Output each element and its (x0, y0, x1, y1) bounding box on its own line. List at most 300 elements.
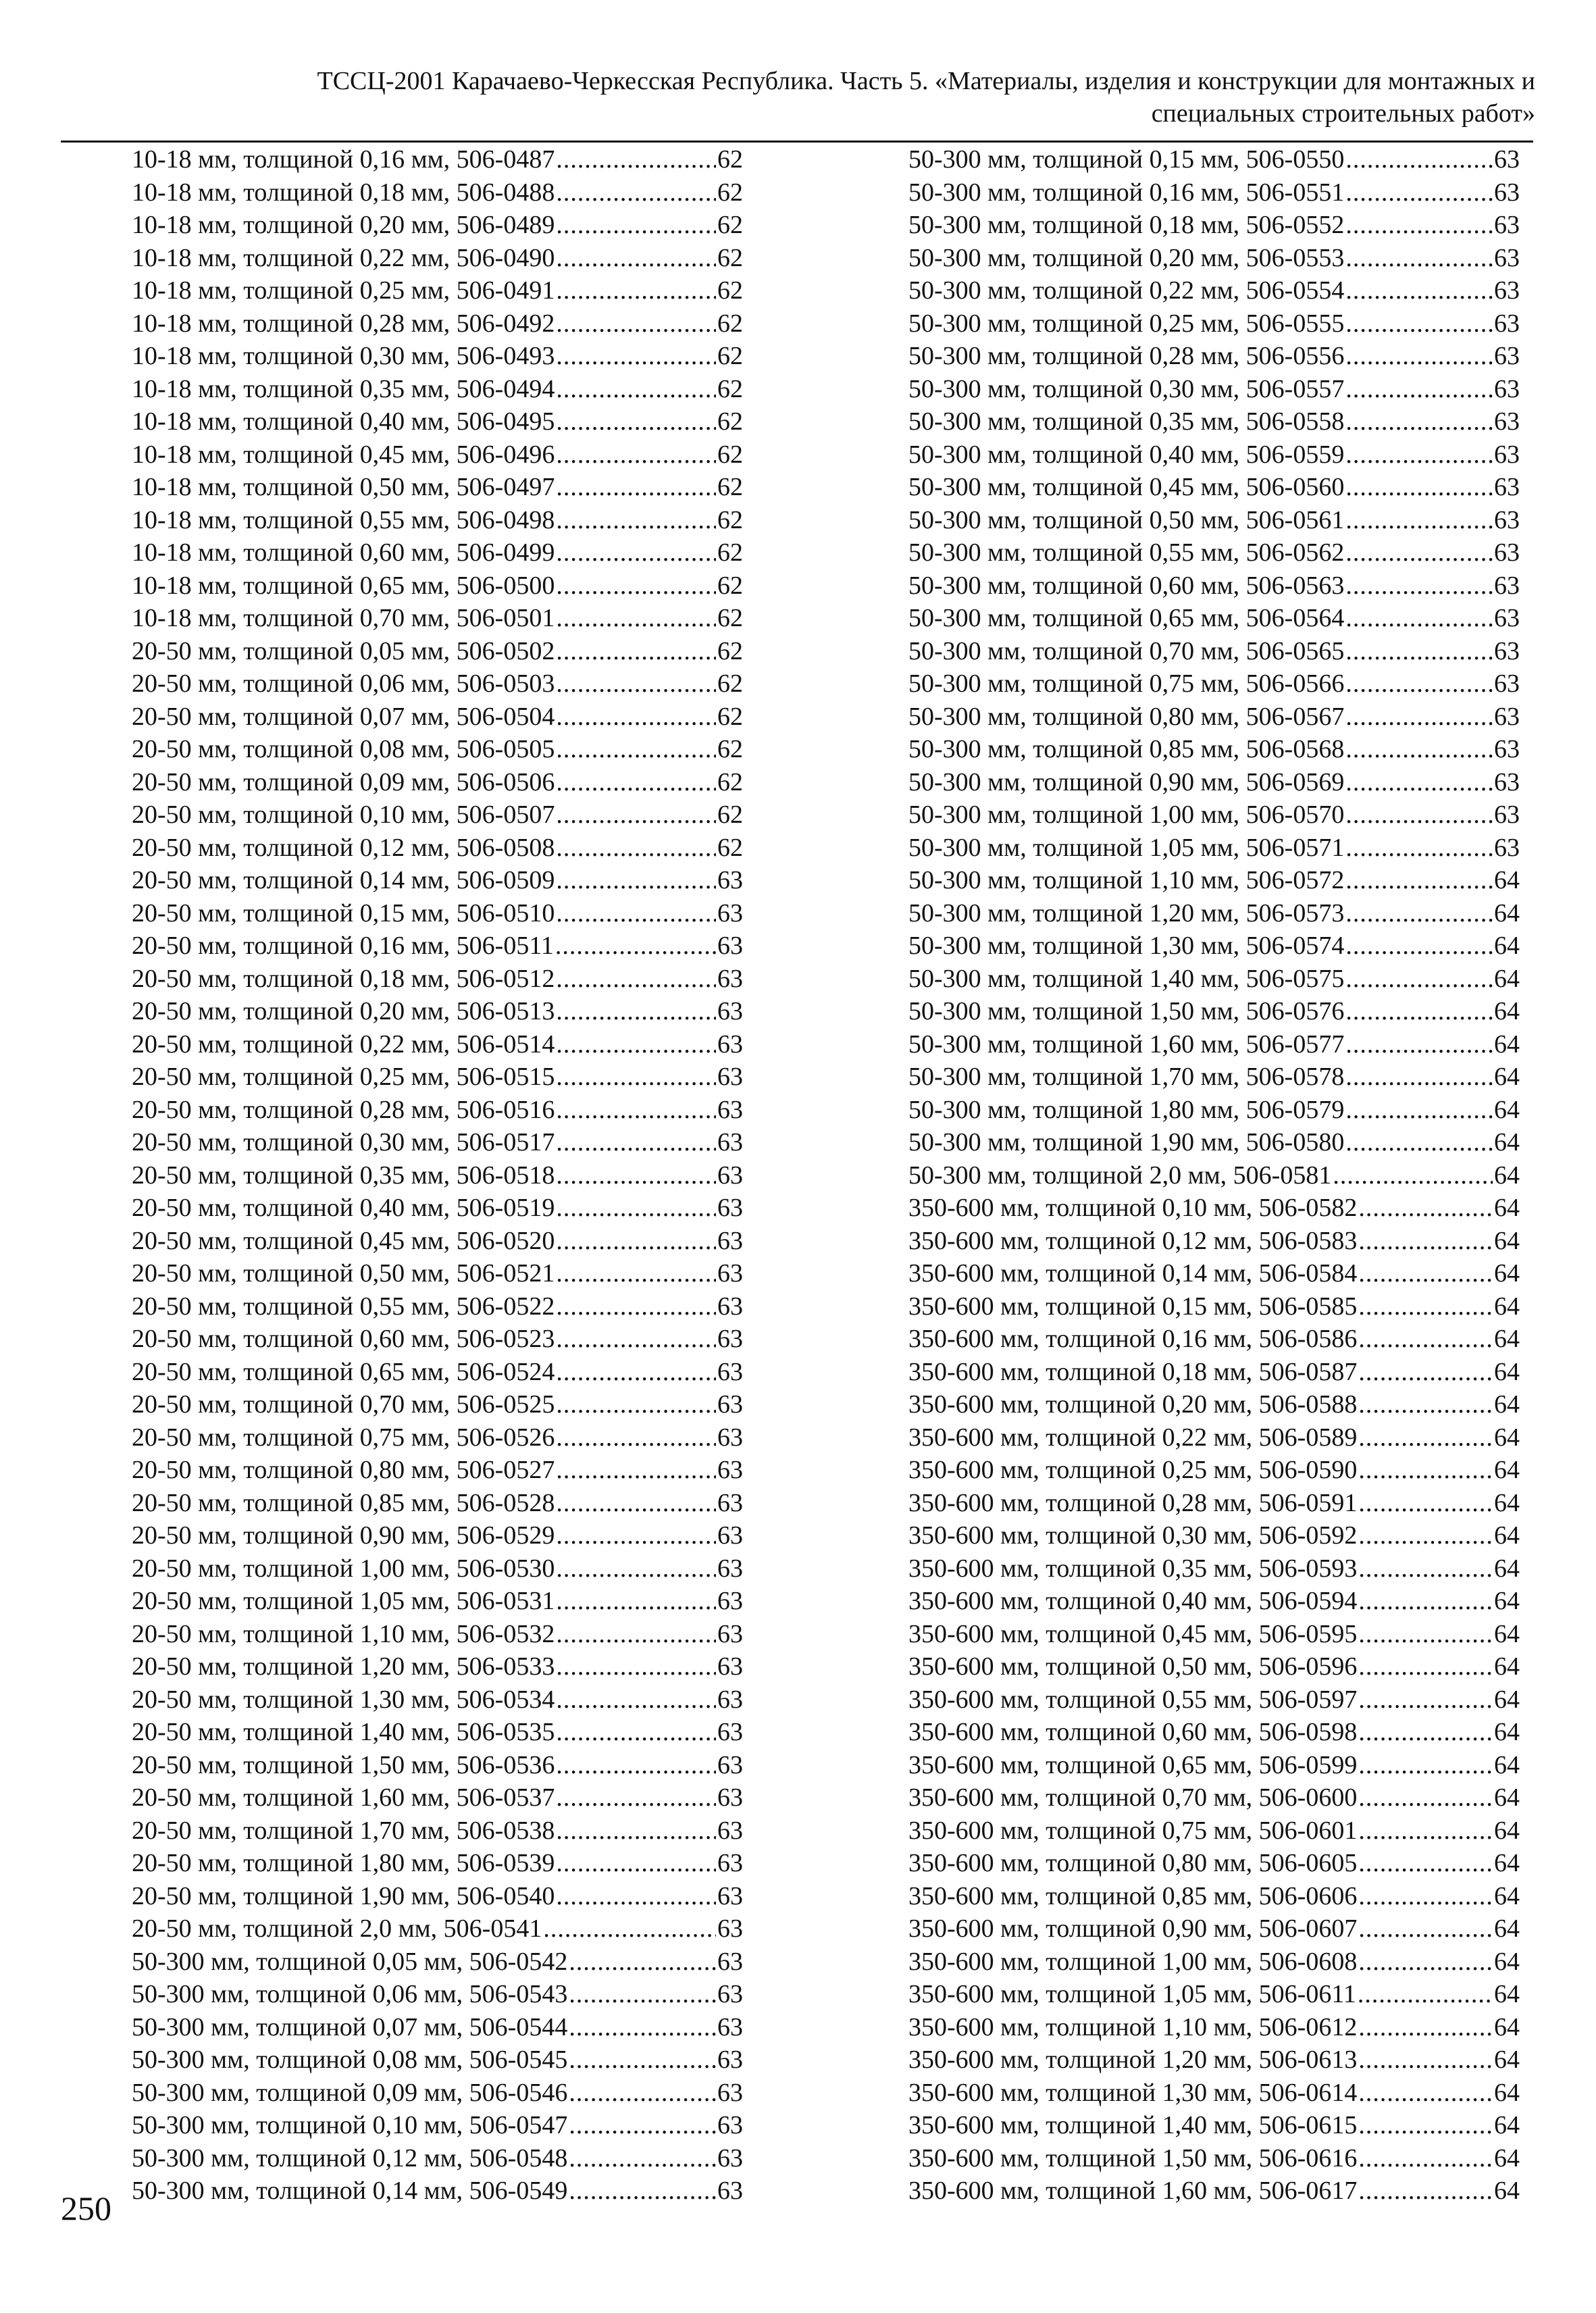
entry-page-ref: 62 (717, 243, 743, 272)
entry-page-ref: 64 (1494, 1849, 1520, 1877)
entry-page-ref: 64 (1494, 1980, 1520, 2008)
index-entry (908, 1585, 1520, 1618)
dot-leader (543, 1912, 716, 1946)
entry-page-ref: 62 (717, 374, 743, 403)
index-entry (132, 1519, 743, 1552)
entry-text: 350-600 мм, толщиной 0,22 мм, 506-0589 (908, 1423, 1358, 1452)
index-entry (132, 1847, 743, 1880)
dot-leader (1345, 504, 1493, 537)
entry-text: 20-50 мм, толщиной 0,45 мм, 506-0520 (132, 1226, 555, 1255)
entry-page-ref: 63 (717, 2143, 743, 2172)
dot-leader (1345, 733, 1493, 766)
entry-page-ref: 63 (717, 2177, 743, 2205)
entry-text: 20-50 мм, толщиной 1,90 мм, 506-0540 (132, 1881, 555, 1910)
header-line-2: специальных строительных работ» (1151, 99, 1535, 128)
entry-page-ref: 62 (717, 669, 743, 698)
index-entry (908, 667, 1520, 701)
index-entry (132, 2175, 743, 2208)
dot-leader (1358, 1192, 1493, 1225)
index-entry (132, 1159, 743, 1192)
index-entry (132, 1749, 743, 1782)
entry-page-ref: 64 (1494, 964, 1520, 993)
entry-page-ref: 63 (717, 898, 743, 927)
entry-text: 350-600 мм, толщиной 1,20 мм, 506-0613 (908, 2045, 1358, 2074)
index-entry (132, 569, 743, 603)
index-entry (908, 242, 1520, 275)
dot-leader (556, 798, 716, 832)
entry-text: 10-18 мм, толщиной 0,70 мм, 506-0501 (132, 604, 555, 632)
entry-text: 20-50 мм, толщиной 0,09 мм, 506-0506 (132, 767, 555, 796)
dot-leader (1358, 1847, 1493, 1880)
entry-text: 50-300 мм, толщиной 0,45 мм, 506-0560 (908, 473, 1345, 501)
entry-text: 50-300 мм, толщиной 1,50 мм, 506-0576 (908, 997, 1345, 1025)
dot-leader (556, 1487, 716, 1520)
entry-text: 50-300 мм, толщиной 0,80 мм, 506-0567 (908, 702, 1345, 731)
entry-text: 350-600 мм, толщиной 0,20 мм, 506-0588 (908, 1390, 1358, 1419)
dot-leader (556, 667, 716, 701)
index-entry (908, 1683, 1520, 1717)
entry-text: 20-50 мм, толщиной 0,40 мм, 506-0519 (132, 1194, 555, 1222)
entry-text: 50-300 мм, толщиной 0,60 мм, 506-0563 (908, 571, 1345, 600)
dot-leader (569, 2043, 716, 2077)
entry-page-ref: 63 (717, 1030, 743, 1059)
entry-page-ref: 64 (1494, 2012, 1520, 2041)
index-entry (132, 1683, 743, 1717)
index-entry (908, 1749, 1520, 1782)
entry-page-ref: 62 (717, 407, 743, 436)
dot-leader (569, 1978, 716, 2011)
entry-page-ref: 64 (1494, 1226, 1520, 1255)
entry-text: 350-600 мм, толщиной 0,14 мм, 506-0584 (908, 1259, 1358, 1288)
running-header (61, 65, 1535, 130)
entry-text: 20-50 мм, толщиной 1,10 мм, 506-0532 (132, 1619, 555, 1648)
index-entry (908, 1487, 1520, 1520)
entry-text: 10-18 мм, толщиной 0,30 мм, 506-0493 (132, 342, 555, 370)
entry-text: 50-300 мм, толщиной 0,06 мм, 506-0543 (132, 1980, 568, 2008)
index-entry (132, 274, 743, 307)
dot-leader (556, 733, 716, 766)
dot-leader (1345, 930, 1493, 963)
entry-page-ref: 63 (717, 1652, 743, 1681)
index-entry (132, 1290, 743, 1323)
dot-leader (1358, 2109, 1493, 2142)
entry-text: 20-50 мм, толщиной 1,40 мм, 506-0535 (132, 1718, 555, 1746)
index-entry (908, 438, 1520, 472)
entry-page-ref: 63 (717, 1325, 743, 1353)
entry-page-ref: 63 (1494, 374, 1520, 403)
entry-page-ref: 64 (1494, 997, 1520, 1025)
dot-leader (1345, 635, 1493, 668)
entry-page-ref: 62 (717, 505, 743, 534)
dot-leader (556, 1552, 716, 1585)
dot-leader (569, 1946, 716, 1979)
entry-page-ref: 63 (1494, 800, 1520, 829)
entry-text: 20-50 мм, толщиной 1,70 мм, 506-0538 (132, 1816, 555, 1845)
index-entry (132, 1585, 743, 1618)
entry-text: 10-18 мм, толщиной 0,22 мм, 506-0490 (132, 243, 555, 272)
entry-page-ref: 63 (717, 1095, 743, 1124)
index-entry (908, 766, 1520, 799)
index-entry (908, 307, 1520, 340)
dot-leader (1345, 1126, 1493, 1159)
index-entry (132, 635, 743, 668)
dot-leader (556, 1781, 716, 1814)
index-entry (908, 176, 1520, 209)
index-entry (908, 274, 1520, 307)
entry-page-ref: 64 (1494, 2143, 1520, 2172)
dot-leader (1358, 2011, 1493, 2044)
index-entry (908, 1650, 1520, 1683)
dot-leader (556, 143, 716, 176)
index-entry (908, 209, 1520, 242)
index-entry (132, 667, 743, 701)
entry-page-ref: 63 (1494, 735, 1520, 763)
entry-text: 20-50 мм, толщиной 0,60 мм, 506-0523 (132, 1325, 555, 1353)
entry-page-ref: 63 (717, 1194, 743, 1222)
entry-text: 50-300 мм, толщиной 0,28 мм, 506-0556 (908, 342, 1345, 370)
dot-leader (556, 1094, 716, 1127)
index-entry (132, 963, 743, 996)
entry-text: 50-300 мм, толщиной 0,09 мм, 506-0546 (132, 2078, 568, 2107)
index-entry (908, 832, 1520, 865)
entry-text: 350-600 мм, толщиной 0,60 мм, 506-0598 (908, 1718, 1358, 1746)
dot-leader (556, 1519, 716, 1552)
index-entry (132, 1978, 743, 2011)
index-entry (908, 1552, 1520, 1585)
index-entry (908, 2077, 1520, 2110)
entry-text: 350-600 мм, толщиной 1,50 мм, 506-0616 (908, 2143, 1358, 2172)
entry-page-ref: 62 (717, 211, 743, 239)
index-entry (132, 1192, 743, 1225)
index-entry (908, 1912, 1520, 1946)
index-entry (132, 176, 743, 209)
index-entry (908, 1126, 1520, 1159)
entry-page-ref: 62 (717, 145, 743, 174)
entry-page-ref: 64 (1494, 1947, 1520, 1976)
entry-page-ref: 63 (717, 1390, 743, 1419)
dot-leader (1345, 438, 1493, 472)
entry-page-ref: 63 (717, 1849, 743, 1877)
entry-text: 20-50 мм, толщиной 0,05 мм, 506-0502 (132, 636, 555, 665)
dot-leader (556, 1650, 716, 1683)
dot-leader (1358, 1781, 1493, 1814)
dot-leader (556, 1454, 716, 1487)
index-entry (908, 2175, 1520, 2208)
entry-text: 350-600 мм, толщиной 0,45 мм, 506-0595 (908, 1619, 1358, 1648)
dot-leader (1345, 242, 1493, 275)
entry-text: 350-600 мм, толщиной 0,35 мм, 506-0593 (908, 1554, 1358, 1583)
entry-text: 20-50 мм, толщиной 1,30 мм, 506-0534 (132, 1685, 555, 1714)
entry-page-ref: 64 (1494, 1521, 1520, 1550)
dot-leader (556, 602, 716, 635)
index-entry (908, 1028, 1520, 1061)
index-entry (132, 1454, 743, 1487)
dot-leader (1345, 373, 1493, 406)
dot-leader (556, 963, 716, 996)
index-entry (132, 438, 743, 472)
entry-page-ref: 64 (1494, 1194, 1520, 1222)
index-entry (132, 143, 743, 176)
entry-text: 20-50 мм, толщиной 0,07 мм, 506-0504 (132, 702, 555, 731)
entry-page-ref: 63 (717, 2111, 743, 2139)
dot-leader (1345, 176, 1493, 209)
entry-page-ref: 64 (1494, 1619, 1520, 1648)
entry-text: 20-50 мм, толщиной 0,28 мм, 506-0516 (132, 1095, 555, 1124)
entry-text: 50-300 мм, толщиной 0,05 мм, 506-0542 (132, 1947, 568, 1976)
index-entry (132, 2109, 743, 2142)
entry-text: 50-300 мм, толщиной 0,07 мм, 506-0544 (132, 2012, 568, 2041)
entry-page-ref: 64 (1494, 1095, 1520, 1124)
entry-page-ref: 63 (717, 1128, 743, 1156)
index-entry (132, 766, 743, 799)
entry-page-ref: 63 (717, 1259, 743, 1288)
entry-text: 50-300 мм, толщиной 0,15 мм, 506-0550 (908, 145, 1345, 174)
entry-text: 350-600 мм, толщиной 1,10 мм, 506-0612 (908, 2012, 1358, 2041)
entry-page-ref: 63 (717, 1881, 743, 1910)
entry-text: 50-300 мм, толщиной 0,50 мм, 506-0561 (908, 505, 1345, 534)
index-entry (908, 1847, 1520, 1880)
entry-page-ref: 63 (1494, 309, 1520, 338)
entry-page-ref: 64 (1494, 932, 1520, 960)
dot-leader (1358, 2175, 1493, 2208)
entry-page-ref: 62 (717, 800, 743, 829)
entry-page-ref: 62 (717, 178, 743, 207)
header-rule (61, 141, 1533, 143)
entry-text: 50-300 мм, толщиной 0,90 мм, 506-0569 (908, 767, 1345, 796)
entry-text: 20-50 мм, толщиной 0,12 мм, 506-0508 (132, 833, 555, 862)
entry-page-ref: 63 (1494, 767, 1520, 796)
index-entry (132, 471, 743, 504)
entry-page-ref: 62 (717, 276, 743, 305)
entry-page-ref: 63 (717, 1750, 743, 1779)
index-entry (132, 1356, 743, 1389)
dot-leader (1345, 569, 1493, 603)
entry-page-ref: 63 (1494, 604, 1520, 632)
dot-leader (1358, 1356, 1493, 1389)
index-entry (132, 1225, 743, 1258)
entry-page-ref: 62 (717, 342, 743, 370)
dot-leader (556, 1618, 716, 1651)
entry-text: 350-600 мм, толщиной 0,16 мм, 506-0586 (908, 1325, 1358, 1353)
dot-leader (556, 1847, 716, 1880)
dot-leader (556, 569, 716, 603)
entry-text: 50-300 мм, толщиной 0,40 мм, 506-0559 (908, 440, 1345, 469)
index-entry (908, 1618, 1520, 1651)
entry-text: 20-50 мм, толщиной 0,15 мм, 506-0510 (132, 898, 555, 927)
entry-page-ref: 62 (717, 538, 743, 567)
dot-leader (556, 1159, 716, 1192)
entry-text: 20-50 мм, толщиной 0,18 мм, 506-0512 (132, 964, 555, 993)
entry-text: 350-600 мм, толщиной 0,15 мм, 506-0585 (908, 1292, 1358, 1321)
entry-text: 350-600 мм, толщиной 0,10 мм, 506-0582 (908, 1194, 1358, 1222)
dot-leader (569, 2011, 716, 2044)
entry-text: 350-600 мм, толщиной 0,12 мм, 506-0583 (908, 1226, 1358, 1255)
index-entry (908, 1094, 1520, 1127)
entry-text: 350-600 мм, толщиной 0,80 мм, 506-0605 (908, 1849, 1358, 1877)
index-entry (132, 1716, 743, 1749)
entry-page-ref: 64 (1494, 1816, 1520, 1845)
entry-page-ref: 64 (1494, 1128, 1520, 1156)
dot-leader (556, 995, 716, 1028)
index-entry (132, 1061, 743, 1094)
entry-text: 350-600 мм, толщиной 1,60 мм, 506-0617 (908, 2177, 1358, 2205)
entry-text: 50-300 мм, толщиной 0,30 мм, 506-0557 (908, 374, 1345, 403)
dot-leader (1358, 1749, 1493, 1782)
index-entry (908, 1323, 1520, 1356)
index-entry (908, 2011, 1520, 2044)
index-entry (908, 1946, 1520, 1979)
index-entry (132, 1552, 743, 1585)
entry-page-ref: 64 (1494, 1718, 1520, 1746)
entry-page-ref: 64 (1494, 866, 1520, 894)
entry-text: 50-300 мм, толщиной 1,90 мм, 506-0580 (908, 1128, 1345, 1156)
index-entry (132, 1880, 743, 1913)
dot-leader (569, 2142, 716, 2175)
entry-page-ref: 63 (1494, 178, 1520, 207)
entry-text: 50-300 мм, толщиной 0,65 мм, 506-0564 (908, 604, 1345, 632)
dot-leader (556, 471, 716, 504)
entry-page-ref: 62 (717, 636, 743, 665)
entry-page-ref: 63 (717, 997, 743, 1025)
dot-leader (1358, 1650, 1493, 1683)
entry-text: 50-300 мм, толщиной 0,85 мм, 506-0568 (908, 735, 1345, 763)
index-entry (908, 504, 1520, 537)
dot-leader (556, 1061, 716, 1094)
entry-page-ref: 62 (717, 440, 743, 469)
index-entry (132, 1618, 743, 1651)
entry-text: 50-300 мм, толщиной 1,40 мм, 506-0575 (908, 964, 1345, 993)
dot-leader (1345, 995, 1493, 1028)
index-entry (132, 1781, 743, 1814)
dot-leader (1345, 766, 1493, 799)
entry-text: 10-18 мм, толщиной 0,65 мм, 506-0500 (132, 571, 555, 600)
index-entry (908, 143, 1520, 176)
dot-leader (1345, 471, 1493, 504)
entry-page-ref: 63 (1494, 145, 1520, 174)
dot-leader (1358, 1880, 1493, 1913)
entry-text: 350-600 мм, толщиной 1,05 мм, 506-0611 (908, 1980, 1356, 2008)
index-entry (132, 373, 743, 406)
index-entry (908, 864, 1520, 897)
dot-leader (1345, 405, 1493, 438)
index-entry (908, 1159, 1520, 1192)
entry-text: 20-50 мм, толщиной 0,22 мм, 506-0514 (132, 1030, 555, 1059)
entry-page-ref: 62 (717, 833, 743, 862)
entry-page-ref: 64 (1494, 1390, 1520, 1419)
entry-text: 20-50 мм, толщиной 0,25 мм, 506-0515 (132, 1063, 555, 1091)
index-entry (132, 1126, 743, 1159)
entry-text: 10-18 мм, толщиной 0,35 мм, 506-0494 (132, 374, 555, 403)
index-entry (132, 1946, 743, 1979)
index-entry (132, 602, 743, 635)
index-entry (132, 2077, 743, 2110)
entry-text: 350-600 мм, толщиной 0,85 мм, 506-0606 (908, 1881, 1358, 1910)
entry-text: 20-50 мм, толщиной 0,16 мм, 506-0511 (132, 932, 554, 960)
dot-leader (1358, 1912, 1493, 1946)
entry-page-ref: 63 (717, 1521, 743, 1550)
index-column-right (908, 143, 1520, 2208)
entry-page-ref: 63 (1494, 505, 1520, 534)
dot-leader (1358, 1454, 1493, 1487)
index-entry (908, 963, 1520, 996)
dot-leader (1358, 1552, 1493, 1585)
entry-page-ref: 63 (717, 1226, 743, 1255)
dot-leader (556, 864, 716, 897)
entry-text: 20-50 мм, толщиной 0,20 мм, 506-0513 (132, 997, 555, 1025)
entry-text: 50-300 мм, толщиной 0,35 мм, 506-0558 (908, 407, 1345, 436)
dot-leader (1358, 1487, 1493, 1520)
index-entry (132, 1388, 743, 1421)
entry-text: 350-600 мм, толщиной 0,18 мм, 506-0587 (908, 1357, 1358, 1386)
entry-page-ref: 64 (1494, 1587, 1520, 1615)
entry-page-ref: 64 (1494, 1030, 1520, 1059)
entry-text: 50-300 мм, толщиной 0,12 мм, 506-0548 (132, 2143, 568, 2172)
entry-text: 20-50 мм, толщиной 1,00 мм, 506-0530 (132, 1554, 555, 1583)
entry-page-ref: 62 (717, 571, 743, 600)
index-entry (132, 2011, 743, 2044)
entry-text: 350-600 мм, толщиной 0,50 мм, 506-0596 (908, 1652, 1358, 1681)
entry-text: 10-18 мм, толщиной 0,55 мм, 506-0498 (132, 505, 555, 534)
index-entry (132, 536, 743, 569)
dot-leader (1345, 209, 1493, 242)
index-entry (908, 471, 1520, 504)
dot-leader (556, 1257, 716, 1290)
entry-page-ref: 63 (717, 1161, 743, 1190)
dot-leader (1345, 667, 1493, 701)
dot-leader (1345, 274, 1493, 307)
dot-leader (556, 176, 716, 209)
entry-page-ref: 62 (717, 735, 743, 763)
entry-text: 350-600 мм, толщиной 0,65 мм, 506-0599 (908, 1750, 1358, 1779)
dot-leader (1358, 1978, 1493, 2011)
dot-leader (556, 1225, 716, 1258)
dot-leader (1345, 701, 1493, 734)
dot-leader (1358, 2142, 1493, 2175)
entry-page-ref: 63 (717, 1423, 743, 1452)
entry-page-ref: 64 (1494, 2177, 1520, 2205)
index-entry (908, 733, 1520, 766)
dot-leader (556, 373, 716, 406)
dot-leader (1345, 864, 1493, 897)
entry-text: 20-50 мм, толщиной 0,10 мм, 506-0507 (132, 800, 555, 829)
index-entry (908, 1388, 1520, 1421)
entry-text: 350-600 мм, толщиной 0,90 мм, 506-0607 (908, 1914, 1358, 1943)
entry-text: 20-50 мм, толщиной 1,80 мм, 506-0539 (132, 1849, 555, 1877)
entry-page-ref: 64 (1494, 1292, 1520, 1321)
dot-leader (1358, 1585, 1493, 1618)
entry-page-ref: 63 (717, 1980, 743, 2008)
entry-page-ref: 64 (1494, 1685, 1520, 1714)
entry-page-ref: 63 (1494, 211, 1520, 239)
index-entry (132, 209, 743, 242)
index-entry (908, 1454, 1520, 1487)
entry-text: 20-50 мм, толщиной 0,50 мм, 506-0521 (132, 1259, 555, 1288)
entry-text: 350-600 мм, толщиной 0,75 мм, 506-0601 (908, 1816, 1358, 1845)
entry-page-ref: 63 (1494, 702, 1520, 731)
dot-leader (1358, 2043, 1493, 2077)
entry-text: 350-600 мм, толщиной 0,40 мм, 506-0594 (908, 1587, 1358, 1615)
entry-text: 50-300 мм, толщиной 0,75 мм, 506-0566 (908, 669, 1345, 698)
dot-leader (1358, 1814, 1493, 1848)
index-entry (132, 897, 743, 930)
entry-page-ref: 63 (1494, 669, 1520, 698)
entry-text: 50-300 мм, толщиной 1,00 мм, 506-0570 (908, 800, 1345, 829)
entry-page-ref: 64 (1494, 1488, 1520, 1517)
entry-page-ref: 64 (1494, 1357, 1520, 1386)
entry-page-ref: 64 (1494, 1423, 1520, 1452)
entry-text: 20-50 мм, толщиной 1,20 мм, 506-0533 (132, 1652, 555, 1681)
index-entry (908, 1225, 1520, 1258)
